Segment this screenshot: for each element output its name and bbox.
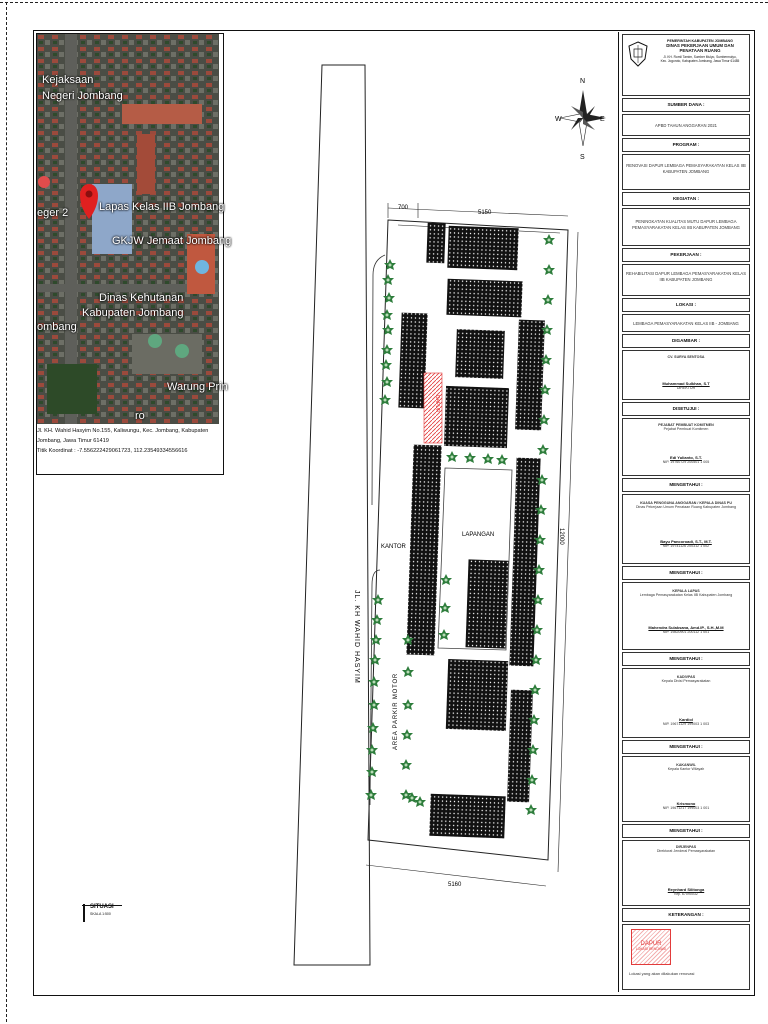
scale-sub: SKALA 1:500 [90,912,111,916]
tb-m2-sub: Lembaga Pemasyarakatan Kelas IIB Kabupaten Jombang [639,593,733,597]
legend-dapur-label: DAPUR [640,941,662,947]
tb-sumber-dana-head: SUMBER DANA : [622,98,750,112]
tb-disetujui-name: Edi Yulianto, S.T. [670,455,702,460]
tb-m4-sub: Kepala Kantor Wilayah [667,767,705,771]
tb-m5-nip: Nrp. 67090032 [674,892,698,896]
tb-mengetahui-head-2: MENGETAHUI : [622,566,750,580]
tb-disetujui-sub: Pejabat Pembuat Komitmen [663,427,709,431]
tb-pekerjaan-head: PEKERJAAN : [622,248,750,262]
church-pin-icon [195,260,209,274]
tb-keterangan [622,924,750,990]
tb-m3-nip: NIP. 19671129 199003 1 003 [662,722,710,726]
tb-m5-name: Reynhard Silitonga [667,887,705,892]
tb-kegiatan: PENINGKATAN KUALITAS MUTU DAPUR LEMBAGA PEMASYARAKATAN KELAS IIB KABUPATEN JOMBANG [622,208,750,246]
compass-s: S [580,154,585,161]
tb-m5-sub: Direktorat Jenderal Pemasyarakatan [656,849,716,853]
map-caption [37,426,219,456]
parkir-label: AREA PARKIR MOTOR [393,672,399,750]
tb-pekerjaan: REHABILITASI DAPUR LEMBAGA PEMASYARAKATAN KELAS IIB KABUPATEN JOMBANG [622,264,750,296]
tb-m3-role: KADIVPAS [676,675,696,679]
tb-m3-name: Kardiol [679,717,693,722]
road-label: JL. KH WAHID HASYIM [353,590,360,684]
scale-title: SITUASI [90,904,114,910]
tb-header-l2: DINAS PEKERJAAN UMUM DAN [666,43,734,48]
tb-mengetahui-5 [622,840,750,906]
dim-12000: 12000 [558,528,564,545]
map-label-dinas1: Dinas Kehutanan [99,292,184,304]
legend-dapur-swatch [631,929,671,965]
tb-mengetahui-2 [622,582,750,650]
tb-m2-name: Mahendra Sulaksana, Amd.IP., S.H.,M.M [648,625,724,630]
compass-w: W [555,116,562,123]
map-caption-line3: Titik Koordinat : -7.556222429061723, 112.23549334556616 [37,448,188,454]
map-pin-small-icon [38,176,50,188]
tb-disetujui-head: DISETUJUI : [622,402,750,416]
tb-header [622,34,750,96]
tb-disetujui-role: PEJABAT PEMBUAT KOMITMEN [658,423,714,427]
dim-5150: 5150 [478,210,492,216]
map-caption-line2: Jombang, Jawa Timur 61419 [37,438,109,444]
map-caption-line1: Jl. KH. Wahid Hasyim No.155, Kaliwungu, Kec. Jombang, Kabupaten [37,428,209,434]
scale-mark-icon [83,904,85,922]
tb-header-l3: PENATAAN RUANG [679,48,721,53]
satellite-map [37,34,232,424]
tb-m4-role: KAKANWIL [676,763,696,767]
tb-digambar-name: Muhammad Sulkhan, S.T [662,381,710,386]
map-label-kejaksaan: Kejaksaan [42,74,94,86]
tb-program-head: PROGRAM : [622,138,750,152]
dim-5160: 5160 [448,882,462,888]
tb-m1-role: KUASA PENGGUNA ANGGARAN / KEPALA DINAS PU [640,501,732,505]
tb-digambar [622,350,750,400]
tb-m1-sub: Dinas Pekerjaan Umum Penataan Ruang Kabupaten Jombang [635,505,737,509]
tb-program: RENOVASI DAPUR LEMBAGA PEMASYARAKATAN KELAS IIB KABUPATEN JOMBANG [622,154,750,190]
tb-kegiatan-head: KEGIATAN : [622,192,750,206]
north-arrow-icon [555,72,610,162]
jombang-emblem-icon [628,41,648,67]
tb-mengetahui-head-1: MENGETAHUI : [622,478,750,492]
tb-keterangan-head: KETERANGAN : [622,908,750,922]
tb-digambar-co: CV. SURYA SENTOSA [667,355,705,359]
page-border-top [0,2,768,3]
road-outline [294,65,370,965]
tb-mengetahui-head-5: MENGETAHUI : [622,824,750,838]
tb-m5-role: DIRJENPAS [675,845,697,849]
tb-disetujui [622,418,750,476]
map-label-warung: Warung Prin [167,381,228,393]
tb-disetujui-nip: NIP. 19760729 200501 1 005 [662,460,710,464]
tb-digambar-role: DIREKTUR [676,386,696,390]
lapangan-label: LAPANGAN [462,532,495,538]
tb-m3-sub: Kepala Divisi Pemasyarakatan [661,679,711,683]
tb-sumber-dana: APBD TAHUN ANGGARAN 2021 [622,114,750,136]
map-label-negeri: Negeri Jombang [42,90,123,102]
tb-mengetahui-head-3: MENGETAHUI : [622,652,750,666]
tb-m4-name: Krismono [676,801,696,806]
compass-e: E [600,116,605,123]
shop-pin-icon [175,344,189,358]
tb-m4-nip: NIP. 19671217 199003 1 001 [662,806,710,810]
tb-m2-nip: NIP. 19820901 200112 1 001 [662,630,710,634]
building-pin-icon [148,334,162,348]
tb-header-l1: PEMERINTAH KABUPATEN JOMBANG [667,39,733,43]
building-blocks [398,223,545,839]
tb-header-l5: Kec. Jogoroto, Kabupaten Jombang, Jawa Timur 61485 [660,59,740,63]
tb-digambar-head: DIGAMBAR : [622,334,750,348]
map-label-gkjw: GKJW Jemaat Jombang [112,235,232,247]
tb-m2-role: KEPALA LAPAS [672,589,700,593]
map-label-ro: ro [135,410,145,422]
page-border-left [6,2,7,1022]
map-label-ombang: ombang [37,321,77,333]
tb-m1-name: Bayu Pancoroadi, S.T., M.T. [660,539,712,544]
tb-m1-nip: NIP. 19741126 200312 1 002 [662,544,710,548]
site-plan [260,60,620,980]
tb-mengetahui-1 [622,494,750,564]
tb-header-l4: Jl. KH. Romli Tamim, Sumber Mulyo, Sumbermulyo, [663,55,737,59]
legend-dapur-sub: LOKASI RENOVASI [635,947,667,951]
map-label-lapas: Lapas Kelas IIB Jombang [99,201,225,213]
tb-lokasi: LEMBAGA PEMASYARAKATAN KELAS IIB - JOMBANG [622,314,750,332]
tb-mengetahui-head-4: MENGETAHUI : [622,740,750,754]
legend-note: Lokasi yang akan dilakukan renovasi [629,971,695,976]
tb-lokasi-head: LOKASI : [622,298,750,312]
compass-n: N [580,78,586,85]
map-label-dinas2: Kabupaten Jombang [82,307,184,319]
tb-mengetahui-3 [622,668,750,738]
dim-700: 700 [398,205,409,211]
kantor-label: KANTOR [381,544,406,550]
tb-mengetahui-4 [622,756,750,822]
dapur-label: DAPUR [434,395,440,413]
map-label-eger: eger 2 [37,207,69,219]
